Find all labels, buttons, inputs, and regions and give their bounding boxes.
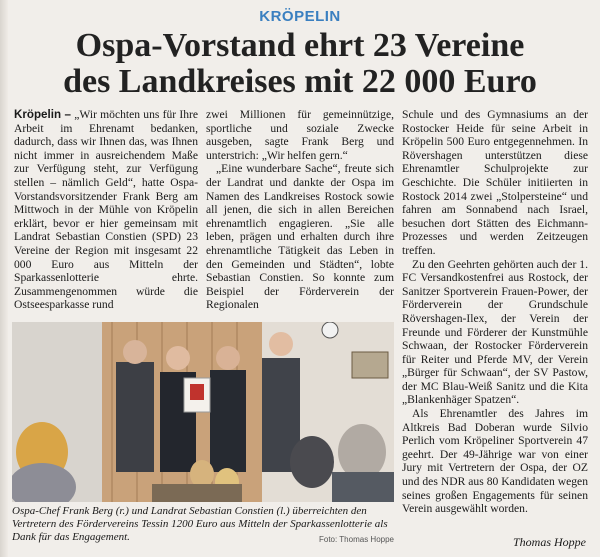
paragraph-text: „Wir möchten uns für Ihre Arbeit im Ehrenamt bedanken, dadurch, dass wir Ihnen das, was Ihnen nicht immer in ausreichendem Maße zur Verfügung steht, zur Verfügung stellen – nämlich Geld“, hatte Ospa-Vorstandsvorsitzender Frank Berg am Mittwoch in der Mühle von Kröpelin erklärt, bevor er hier gemeinsam mit Landrat Sebastian Constien (SPD) 23 Vereine der Region mit insgesamt 22 000 Euro aus Mitteln der Sparkassenlotterie ehrte. Zusammengenommen würde die Ostseesparkasse rund [14,108,198,312]
article-paragraph: Schule und des Gymnasiums an der Rostocker Heide für seine Arbeit in Kröpelin 500 Euro entgegennehmen. In Rövershagen unterstützen diese Ehrenamtler Schulprojekte zur Geschichte. Die Schüler initiierten in Rostock 2014 zwei „Stolpersteine“ und fahren am Sonnabend nach Israel, besuchen dort Stätten des Eichmann-Prozesses und werden Zeitzeugen treffen. [402,108,588,257]
article-column-1 [14,108,198,312]
photo-illustration [12,322,394,502]
article-paragraph: „Eine wunderbare Sache“, freute sich der Landrat und dankte der Ospa im Namen des Landkreises Rostock sowie all jenen, die sich in allen Bereichen ehrenamtlich engagieren. „Sie alle leben, prägen und erhalten durch ihre ehrenamtliche Tätigkeit das Leben in den Gemeinden und Städten“, lobte Sebastian Constien. So konnte zum Beispiel der Förderverein der Regionalen [206,162,394,312]
caption-text: Ospa-Chef Frank Berg (r.) und Landrat Sebastian Constien (l.) überreichten den Vertretern des Fördervereins Tessin 1200 Euro aus Mitteln der Sparkassenlotterie als Dank für das Engagement. [12,505,388,543]
article-paragraph: zwei Millionen für gemeinnützige, sportliche und soziale Zwecke ausgeben, sagte Frank Berg und unterstrich: „Wir helfen gern.“ [206,108,394,162]
article-paragraph: Zu den Geehrten gehörten auch der 1. FC Versandkostenfrei aus Rostock, der Sanitzer Sportverein Frauen-Power, der Förderverein der Grundschule Rövershagen-Ilex, der Verein der Freunde und Förderer der Kunstmühle Schwaan, der Rostocker Förderverein für Reiter und Pferde MV, der Verein „Bürger für Schwaan“, der SV Pastow, der MC Blau-Weiß Sanitz und die Kita „Blankenhäger Spatzen“. [402,257,588,407]
article-paragraph [14,108,198,312]
dateline: Kröpelin – [14,108,72,121]
section-kicker: KRÖPELIN [259,8,341,25]
headline-line-2: des Landkreises mit 22 000 Euro [63,63,537,100]
article-photo [12,322,394,502]
headline-line-1: Ospa-Vorstand ehrt 23 Vereine [75,27,525,64]
author-byline: Thomas Hoppe [512,535,586,549]
photo-credit: Foto: Thomas Hoppe [318,535,394,544]
article-column-3 [402,108,588,516]
article-paragraph: Als Ehrenamtler des Jahres im Altkreis Bad Doberan wurde Silvio Perlich vom Kröpeliner Sportverein 47 geehrt. Der 49-Jährige war von einer Jury mit Vertretern der Ospa, der OZ und des NDR aus 80 Kandidaten wegen seines großen Engagements für seinen Verein ausgewählt worden. [402,407,588,516]
photo-caption [12,505,394,546]
article-column-2 [206,108,394,312]
page-edge [0,0,8,557]
headline [30,28,570,100]
